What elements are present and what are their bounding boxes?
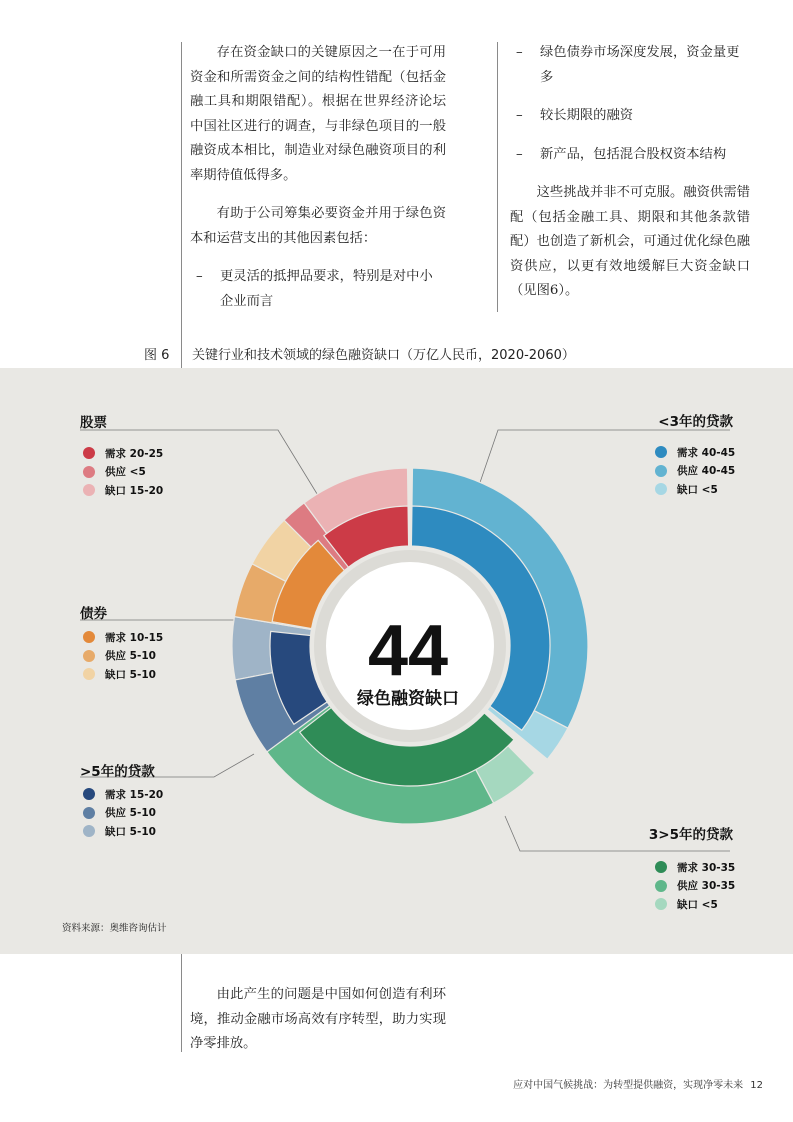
legend-item: 缺口 5-10 [83, 822, 163, 841]
legend-swatch [83, 788, 95, 800]
column-divider-bottom [181, 954, 182, 1052]
legend-equity [83, 444, 163, 500]
column-divider [181, 42, 182, 372]
footer-text: 应对中国气候挑战：为转型提供融资，实现净零未来 [513, 1080, 744, 1091]
legend-mid-loans [655, 858, 735, 914]
legend-item: 缺口 <5 [655, 895, 735, 914]
bullet-item [510, 41, 750, 90]
bullet-dash: – [516, 45, 523, 60]
legend-swatch [655, 483, 667, 495]
bullet-text: 新产品，包括混合股权资本结构 [540, 146, 727, 162]
legend-item: 需求 15-20 [83, 785, 163, 804]
legend-item: 需求 30-35 [655, 858, 735, 877]
legend-item: 缺口 <5 [655, 480, 735, 499]
group-title-equity: 股票 [80, 415, 107, 431]
legend-long-loans [83, 785, 163, 841]
group-title-bonds: 债券 [80, 606, 107, 622]
legend-swatch [83, 631, 95, 643]
figure-title: 关键行业和技术领域的绿色融资缺口（万亿人民币，2020-2060） [192, 348, 575, 363]
legend-short-loans [655, 443, 735, 499]
right-column [510, 41, 750, 318]
column-divider [497, 42, 498, 312]
legend-swatch [83, 650, 95, 662]
bullet-item [510, 143, 750, 168]
legend-bonds [83, 628, 163, 684]
group-title-mid-loans: 3>5年的贷款 [648, 827, 733, 843]
legend-item: 供应 5-10 [83, 647, 163, 666]
legend-swatch [655, 880, 667, 892]
legend-swatch [655, 446, 667, 458]
group-title-short-loans: <3年的贷款 [658, 414, 733, 430]
legend-item: 供应 <5 [83, 463, 163, 482]
legend-swatch [83, 668, 95, 680]
legend-item: 供应 30-35 [655, 877, 735, 896]
legend-swatch [83, 825, 95, 837]
chart-source: 资料来源：奥维咨询估计 [62, 923, 167, 934]
legend-swatch [83, 807, 95, 819]
bottom-column [190, 983, 446, 1071]
legend-swatch [83, 484, 95, 496]
legend-swatch [655, 898, 667, 910]
center-value: 44 [367, 611, 449, 691]
legend-item: 缺口 15-20 [83, 481, 163, 500]
body-paragraph: 由此产生的问题是中国如何创造有利环境，推动金融市场高效有序转型，助力实现净零排放。 [190, 987, 446, 1051]
legend-item: 需求 10-15 [83, 628, 163, 647]
page-footer [513, 1076, 763, 1091]
bullet-dash: – [516, 108, 523, 123]
body-paragraph: 这些挑战并非不可克服。融资供需错配（包括金融工具、期限和其他条款错配）也创造了新机会，可通过优化绿色融资供应，以更有效地缓解巨大资金缺口（见图6）。 [510, 185, 750, 298]
bullet-dash: – [516, 146, 523, 162]
bullet-text: 更灵活的抵押品要求，特别是对中小企业而言 [220, 269, 433, 309]
legend-swatch [83, 447, 95, 459]
legend-swatch [655, 465, 667, 477]
left-column [190, 41, 446, 328]
legend-item: 需求 40-45 [655, 443, 735, 462]
legend-swatch [655, 861, 667, 873]
bullet-item [190, 265, 446, 314]
bullet-dash: – [196, 269, 203, 284]
page-number: 12 [750, 1080, 763, 1091]
legend-item: 供应 40-45 [655, 462, 735, 481]
figure-label: 图 6 [144, 348, 170, 363]
body-paragraph: 有助于公司筹集必要资金并用于绿色资本和运营支出的其他因素包括： [190, 206, 446, 246]
legend-swatch [83, 466, 95, 478]
bullet-text: 较长期限的融资 [540, 108, 634, 123]
group-title-long-loans: >5年的贷款 [80, 764, 155, 780]
bullet-item [510, 104, 750, 129]
legend-item: 需求 20-25 [83, 444, 163, 463]
body-paragraph: 存在资金缺口的关键原因之一在于可用资金和所需资金之间的结构性错配（包括金融工具和期限错配）。根据在世界经济论坛中国社区进行的调查，与非绿色项目的一般融资成本相比，制造业对绿色融资项目的利率期待值低得多。 [190, 45, 446, 183]
center-label: 绿色融资缺口 [357, 689, 459, 709]
legend-item: 供应 5-10 [83, 804, 163, 823]
bullet-text: 绿色债券市场深度发展，资金量更多 [540, 45, 740, 85]
legend-item: 缺口 5-10 [83, 665, 163, 684]
